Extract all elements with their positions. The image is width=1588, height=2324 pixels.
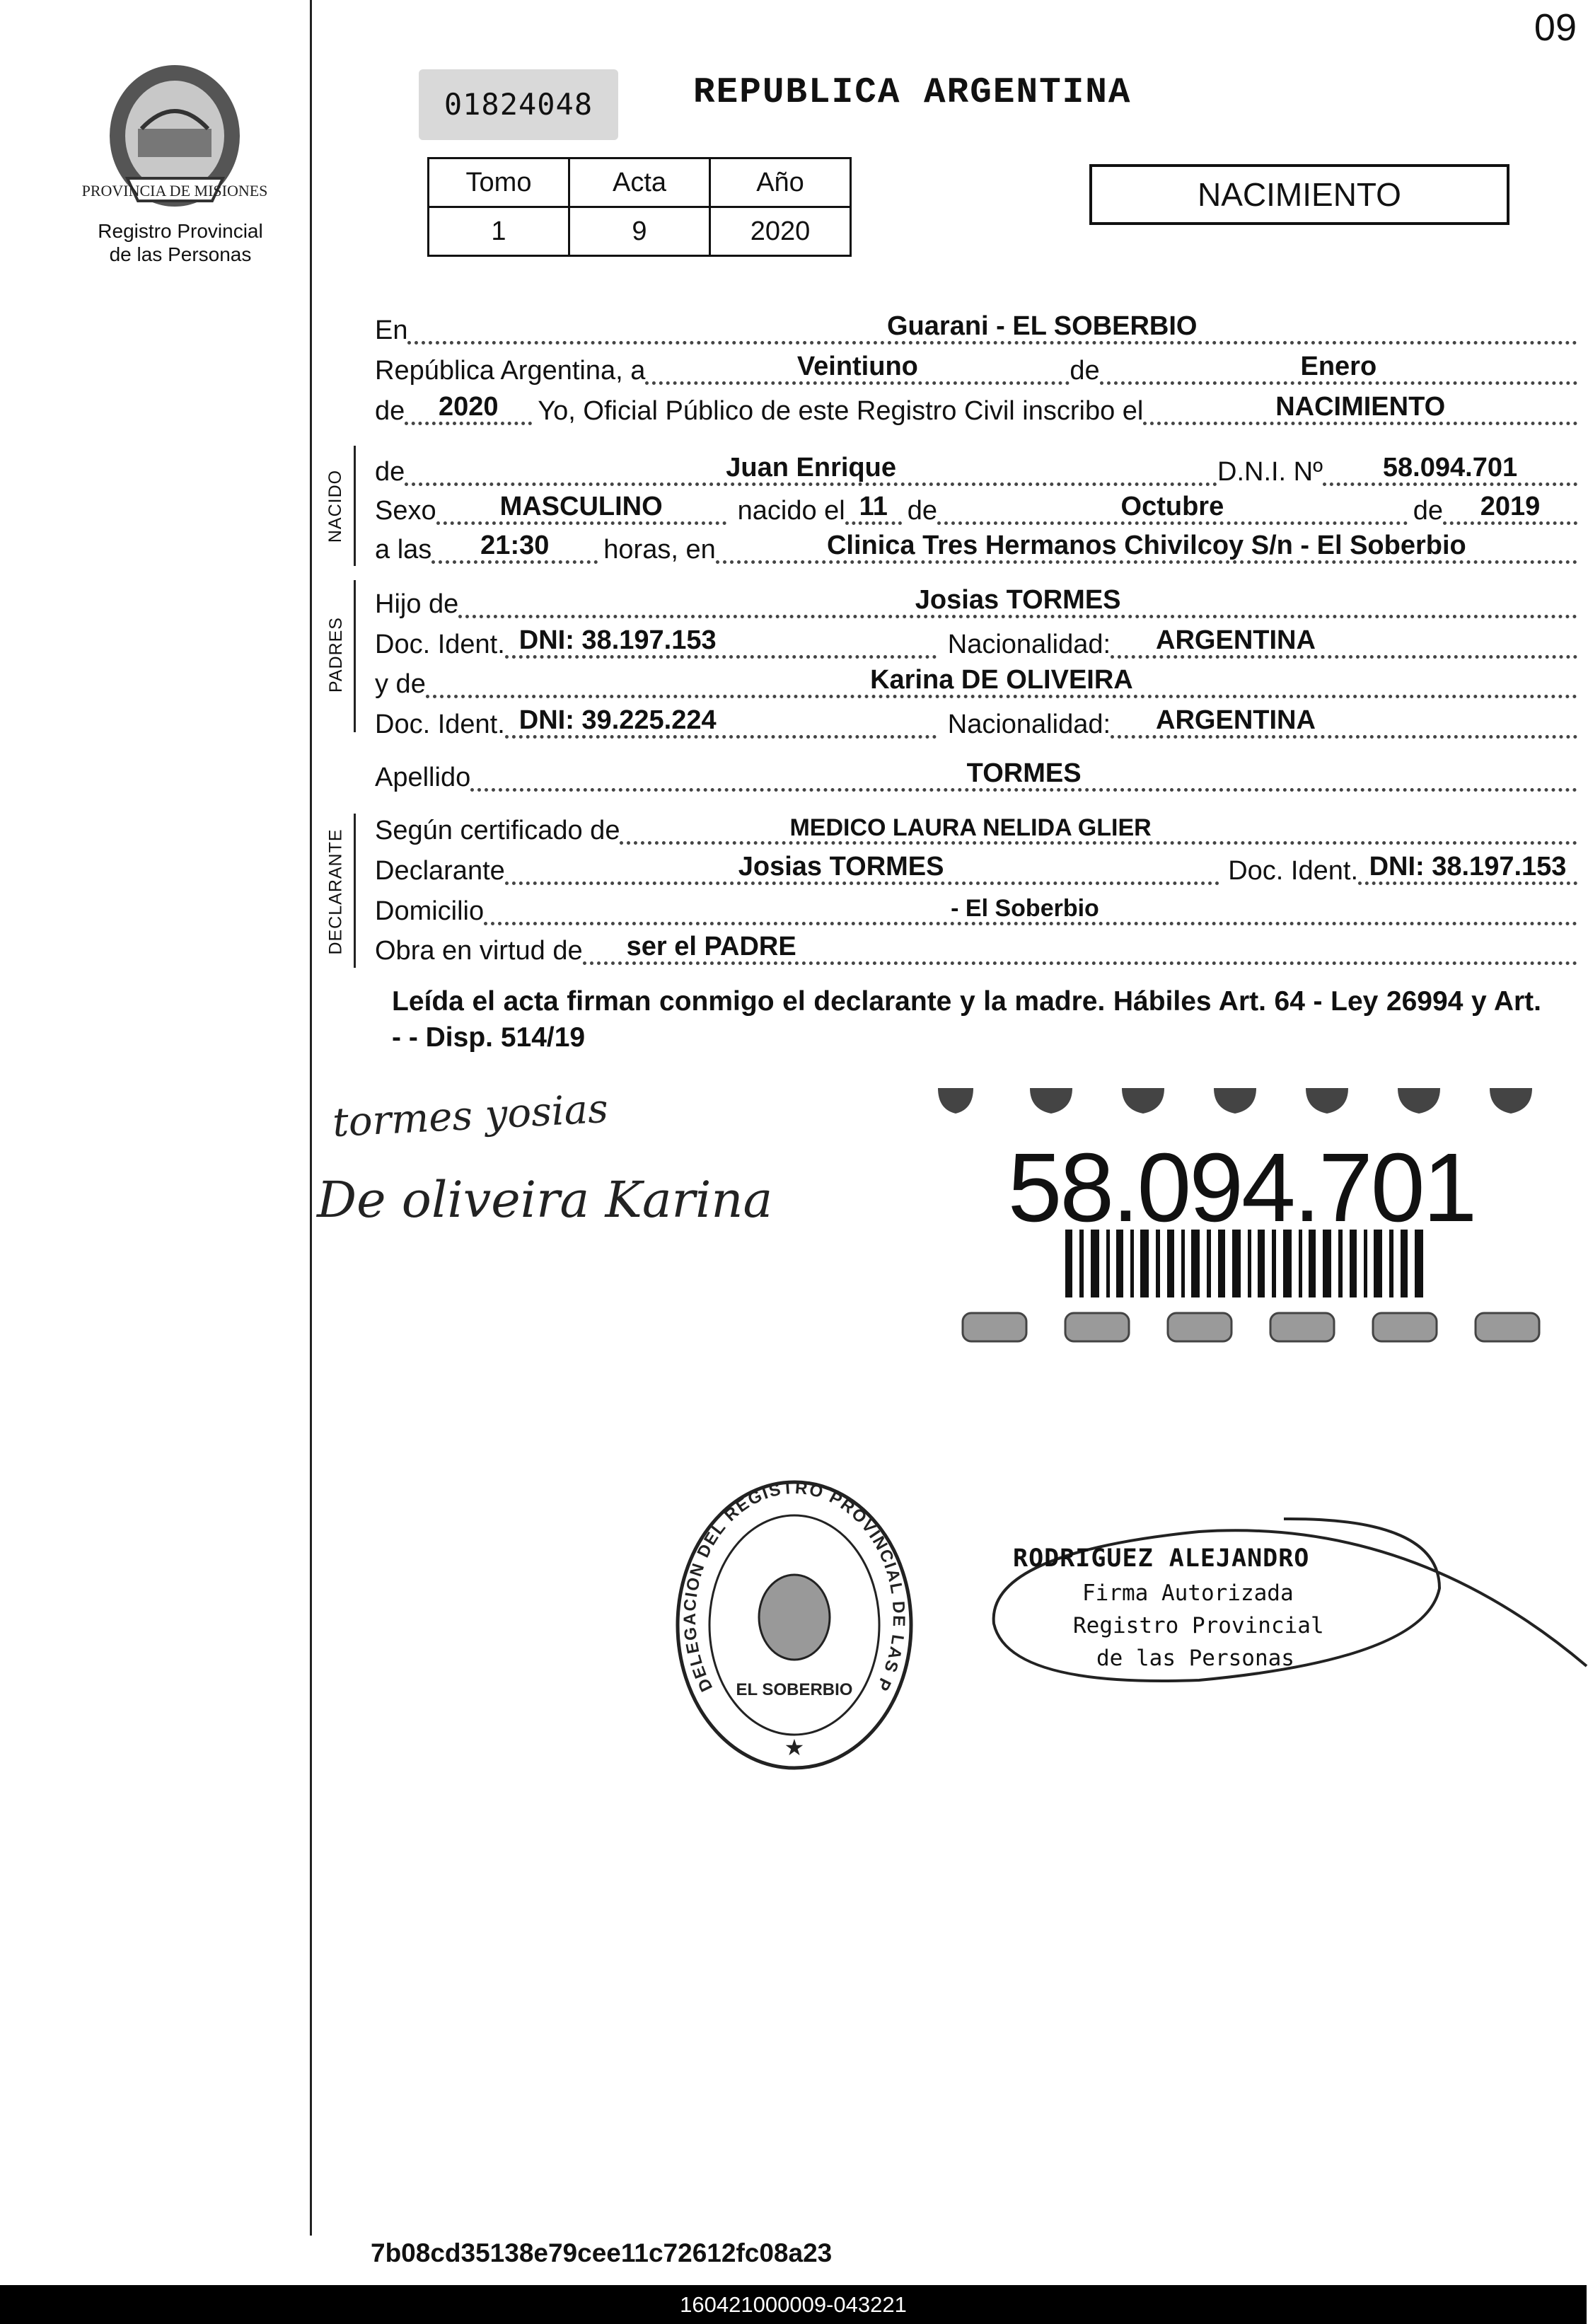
page-number: 09 xyxy=(1534,6,1577,49)
seal-outer-text: DELEGACION DEL REGISTRO PROVINCIAL DE LAS P xyxy=(680,1478,909,1695)
row-surname xyxy=(375,758,1577,794)
value-sex: MASCULINO xyxy=(499,492,663,521)
signature-father: tormes yosias xyxy=(331,1085,610,1147)
label-apellido: Apellido xyxy=(375,763,471,792)
row-father xyxy=(375,587,1577,621)
row-date xyxy=(375,354,1577,388)
field-father-nationality xyxy=(1111,625,1577,661)
province-shield-icon xyxy=(81,51,268,214)
field-birth-time xyxy=(431,531,598,567)
record-header-tomo: Tomo xyxy=(429,158,569,207)
record-header-anio: Año xyxy=(710,158,851,207)
registry-label xyxy=(71,219,290,266)
row-place xyxy=(375,313,1577,347)
field-declarant-name xyxy=(505,852,1219,888)
label-de-month: de xyxy=(1070,356,1100,386)
value-birth-month: Octubre xyxy=(1120,492,1224,521)
label-mother-doc: Doc. Ident. xyxy=(375,710,505,739)
label-de-name: de xyxy=(375,457,405,487)
value-mother-name: Karina DE OLIVEIRA xyxy=(870,665,1133,695)
row-declarant xyxy=(375,854,1577,888)
value-birth-day: 11 xyxy=(859,492,888,521)
logo-province-text: PROVINCIA DE MISIONES xyxy=(81,182,268,200)
value-birth-place: Clinica Tres Hermanos Chivilcoy S/n - El Soberbio xyxy=(826,531,1466,560)
value-place: Guarani - EL SOBERBIO xyxy=(887,311,1198,341)
label-yo-oficial: Yo, Oficial Público de este Registro Civil inscribo el xyxy=(538,396,1144,426)
registry-label-line2: de las Personas xyxy=(109,243,252,265)
field-name xyxy=(405,453,1217,489)
field-father-doc xyxy=(505,625,937,661)
field-mother-nationality xyxy=(1111,705,1577,741)
row-capacity xyxy=(375,934,1577,968)
registry-label-line1: Registro Provincial xyxy=(98,220,263,242)
value-certificate: MEDICO LAURA NELIDA GLIER xyxy=(789,814,1152,841)
label-sexo: Sexo xyxy=(375,496,436,526)
section-label-declarante: DECLARANTE xyxy=(325,828,346,955)
sticker-bottom-pattern xyxy=(963,1313,1539,1341)
serial-number: 01824048 xyxy=(419,69,618,140)
value-father-name: Josias TORMES xyxy=(915,585,1121,615)
footer-code: 160421000009-043221 xyxy=(680,2292,907,2317)
country-title: REPUBLICA ARGENTINA xyxy=(693,73,1132,113)
label-obra-en-virtud: Obra en virtud de xyxy=(375,936,583,966)
footer-bar xyxy=(0,2285,1587,2324)
record-value-tomo: 1 xyxy=(429,207,569,256)
value-name: Juan Enrique xyxy=(726,453,896,482)
label-hijo-de: Hijo de xyxy=(375,589,459,619)
seal-star-icon: ★ xyxy=(784,1735,805,1760)
margin-rule xyxy=(310,0,312,2236)
signer-name: RODRIGUEZ ALEJANDRO xyxy=(1013,1544,1310,1573)
label-y-de: y de xyxy=(375,669,426,699)
field-birth-place xyxy=(716,531,1577,567)
field-surname xyxy=(470,758,1577,794)
sticker-top-pattern xyxy=(938,1088,1532,1114)
record-value-acta: 9 xyxy=(569,207,710,256)
record-table-header xyxy=(429,158,851,207)
field-certificate xyxy=(620,816,1577,848)
label-declarant-doc: Doc. Ident. xyxy=(1228,856,1358,886)
label-father-nationality: Nacionalidad: xyxy=(947,630,1111,659)
value-address: - El Soberbio xyxy=(951,895,1099,922)
field-birth-year xyxy=(1443,492,1577,528)
field-mother-name xyxy=(426,665,1577,701)
value-declarant-name: Josias TORMES xyxy=(738,852,944,881)
value-father-nationality: ARGENTINA xyxy=(1156,625,1316,655)
seal-stamp-icon xyxy=(671,1476,918,1774)
field-birth-day xyxy=(845,492,902,528)
registry-seal xyxy=(671,1476,918,1774)
field-year xyxy=(405,392,532,428)
value-month: Enero xyxy=(1300,352,1377,381)
record-value-anio: 2020 xyxy=(710,207,851,256)
section-label-nacido: NACIDO xyxy=(325,469,346,543)
section-label-padres: PADRES xyxy=(325,616,346,693)
row-sex-birth xyxy=(375,494,1577,528)
label-mother-nationality: Nacionalidad: xyxy=(947,710,1111,739)
label-de-birth-month: de xyxy=(907,496,938,526)
row-time-place xyxy=(375,533,1577,567)
value-birth-time: 21:30 xyxy=(480,531,550,560)
section-nacido xyxy=(301,469,371,543)
section-padres xyxy=(301,616,371,693)
label-a-las: a las xyxy=(375,535,432,565)
record-header-acta: Acta xyxy=(569,158,710,207)
field-father-name xyxy=(458,585,1577,621)
row-certificate xyxy=(375,814,1577,848)
field-sex xyxy=(436,492,726,528)
record-table-values xyxy=(429,207,851,256)
label-dni: D.N.I. Nº xyxy=(1217,457,1323,487)
row-mother xyxy=(375,667,1577,701)
value-year: 2020 xyxy=(439,392,499,422)
label-nacido-el: nacido el xyxy=(737,496,845,526)
field-month xyxy=(1100,352,1577,388)
legal-text: Leída el acta firman conmigo el declarante y la madre. Hábiles Art. 64 - Ley 26994 y Art. - - Disp. 514/19 xyxy=(392,986,1541,1053)
signer-line1: Firma Autorizada xyxy=(1082,1580,1294,1606)
value-birth-year: 2019 xyxy=(1480,492,1541,521)
label-republica: República Argentina, a xyxy=(375,356,646,386)
value-act-type: NACIMIENTO xyxy=(1275,392,1446,422)
document-type: NACIMIENTO xyxy=(1089,164,1509,225)
field-place xyxy=(407,311,1577,347)
row-address xyxy=(375,894,1577,928)
signer-line2: Registro Provincial xyxy=(1073,1613,1324,1638)
value-declarant-doc: DNI: 38.197.153 xyxy=(1369,852,1567,881)
value-mother-nationality: ARGENTINA xyxy=(1156,705,1316,735)
row-year-act xyxy=(375,394,1577,428)
field-address xyxy=(484,897,1577,928)
field-mother-doc xyxy=(505,705,937,741)
value-dni: 58.094.701 xyxy=(1382,453,1518,482)
field-act-type xyxy=(1143,392,1577,428)
field-day-words xyxy=(645,352,1070,388)
section-declarante xyxy=(301,828,371,955)
province-logo xyxy=(81,51,268,214)
value-mother-doc: DNI: 39.225.224 xyxy=(518,705,717,735)
field-dni xyxy=(1323,453,1577,489)
signature-mother: De oliveira Karina xyxy=(317,1171,773,1229)
value-day-words: Veintiuno xyxy=(796,352,918,381)
row-father-doc xyxy=(375,625,1577,661)
seal-inner-text: EL SOBERBIO xyxy=(736,1680,853,1699)
label-domicilio: Domicilio xyxy=(375,896,485,926)
label-segun-certificado: Según certificado de xyxy=(375,816,620,845)
label-father-doc: Doc. Ident. xyxy=(375,630,505,659)
field-declarant-doc xyxy=(1358,852,1577,888)
value-capacity: ser el PADRE xyxy=(626,932,796,961)
value-father-doc: DNI: 38.197.153 xyxy=(518,625,717,655)
field-capacity xyxy=(583,932,1577,968)
value-surname: TORMES xyxy=(966,758,1082,788)
label-en: En xyxy=(375,316,408,345)
dni-sticker-number: 58.094.701 xyxy=(1007,1133,1476,1242)
label-de-birth-year: de xyxy=(1413,496,1443,526)
field-birth-month xyxy=(937,492,1408,528)
label-horas-en: horas, en xyxy=(603,535,716,565)
signer-line3: de las Personas xyxy=(1096,1646,1294,1671)
row-name-dni xyxy=(375,455,1577,489)
label-de-year: de xyxy=(375,396,405,426)
document-hash: 7b08cd35138e79cee11c72612fc08a23 xyxy=(371,2238,833,2267)
record-table xyxy=(427,157,852,257)
row-mother-doc xyxy=(375,707,1577,741)
label-declarante: Declarante xyxy=(375,856,505,886)
